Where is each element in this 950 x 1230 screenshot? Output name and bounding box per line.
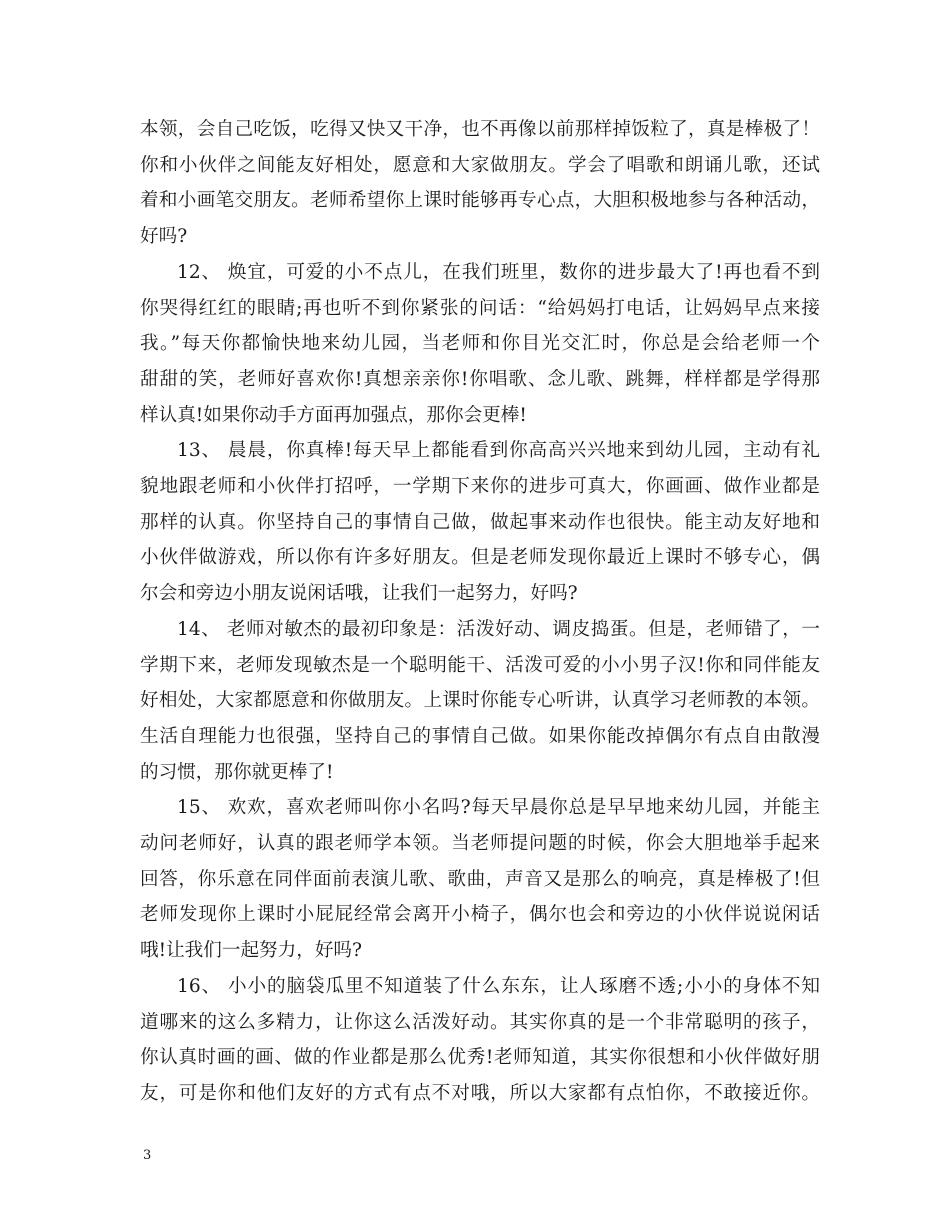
- text-line: 你哭得红红的眼睛;再也听不到你紧张的问话：“给妈妈打电话，让妈妈早点来接: [140, 297, 820, 319]
- text-line: 着和小画笔交朋友。老师希望你上课时能够再专心点，大胆积极地参与各种活动，: [140, 190, 820, 212]
- text-line: 那样的认真。你坚持自己的事情自己做，做起事来动作也很快。能主动友好地和: [140, 511, 820, 533]
- text-line: 13、 晨晨，你真棒!每天早上都能看到你高高兴兴地来到幼儿园，主动有礼: [177, 440, 820, 462]
- text-line: 好吗?: [140, 226, 188, 248]
- text-line: 貌地跟老师和小伙伴打招呼，一学期下来你的进步可真大，你画画、做作业都是: [140, 476, 820, 497]
- text-line: 你和小伙伴之间能友好相处，愿意和大家做朋友。学会了唱歌和朗诵儿歌，还试: [140, 154, 820, 176]
- text-line: 动问老师好，认真的跟老师学本领。当老师提问题的时候，你会大胆地举手起来: [140, 833, 820, 854]
- text-line: 本领，会自己吃饭，吃得又快又干净，也不再像以前那样掉饭粒了，真是棒极了！: [140, 119, 820, 140]
- text-line: 的习惯，那你就更棒了!: [140, 761, 334, 783]
- text-line: 16、 小小的脑袋瓜里不知道装了什么东东，让人琢磨不透;小小的身体不知: [177, 975, 820, 997]
- text-line: 你认真时画的画、做的作业都是那么优秀!老师知道，其实你很想和小伙伴做好朋: [140, 1047, 820, 1069]
- text-line: 回答，你乐意在同伴面前表演儿歌、歌曲，声音又是那么的响亮，真是棒极了!但: [140, 868, 820, 890]
- text-line: 好相处，大家都愿意和你做朋友。上课时你能专心听讲，认真学习老师教的本领。: [140, 690, 820, 712]
- text-line: 样认真!如果你动手方面再加强点，那你会更棒!: [140, 404, 527, 426]
- text-line: 尔会和旁边小朋友说闲话哦，让我们一起努力，好吗?: [140, 583, 578, 605]
- page-number: 3: [143, 1147, 152, 1163]
- text-line: 道哪来的这么多精力，让你这么活泼好动。其实你真的是一个非常聪明的孩子，: [140, 1011, 820, 1033]
- text-line: 学期下来，老师发现敏杰是一个聪明能干、活泼可爱的小小男子汉!你和同伴能友: [140, 654, 820, 676]
- text-line: 哦!让我们一起努力，好吗?: [140, 940, 362, 962]
- text-line: 老师发现你上课时小屁屁经常会离开小椅子，偶尔也会和旁边的小伙伴说说闲话: [140, 904, 820, 926]
- text-line: 友，可是你和他们友好的方式有点不对哦，所以大家都有点怕你，不敢接近你。: [140, 1082, 820, 1104]
- text-line: 12、 焕宜，可爱的小不点儿，在我们班里，数你的进步最大了!再也看不到: [177, 261, 820, 283]
- text-line: 生活自理能力也很强，坚持自己的事情自己做。如果你能改掉偶尔有点自由散漫: [140, 725, 820, 747]
- text-line: 我。”每天你都愉快地来幼儿园，当老师和你目光交汇时，你总是会给老师一个: [140, 333, 820, 355]
- text-line: 甜甜的笑，老师好喜欢你!真想亲亲你!你唱歌、念儿歌、跳舞，样样都是学得那: [140, 368, 820, 390]
- text-line: 小伙伴做游戏，所以你有许多好朋友。但是老师发现你最近上课时不够专心，偶: [140, 547, 820, 569]
- text-line: 14、 老师对敏杰的最初印象是：活泼好动、调皮捣蛋。但是，老师错了，一: [177, 618, 820, 640]
- text-line: 15、 欢欢，喜欢老师叫你小名吗?每天早晨你总是早早地来幼儿园，并能主: [177, 797, 820, 819]
